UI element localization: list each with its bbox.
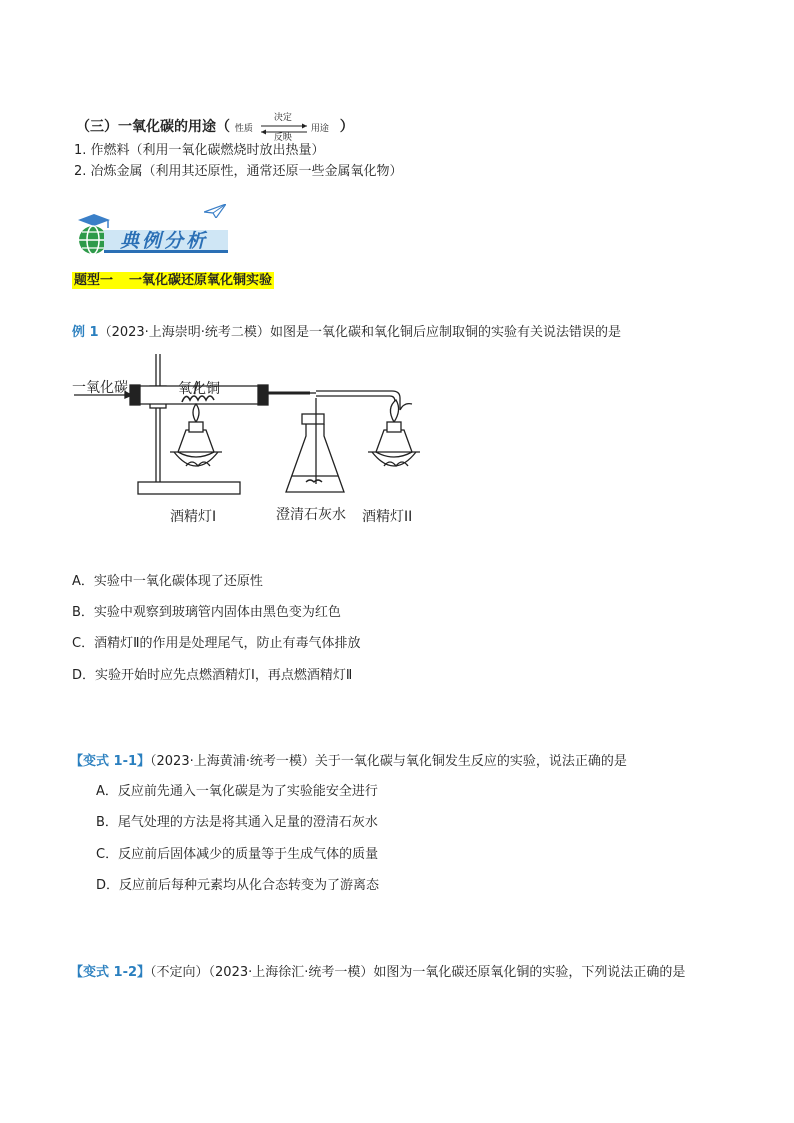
variant-1-1-question: 关于一氧化碳与氧化铜发生反应的实验，说法正确的是 xyxy=(314,754,627,769)
question-type-title: 一氧化碳还原氧化铜实验 xyxy=(115,272,274,289)
use-item-2: 2. 冶炼金属（利用其还原性，通常还原一些金属氧化物） xyxy=(74,164,403,179)
variant-1-1-option-d: D．反应前后每种元素均从化合态转变为了游离态 xyxy=(96,878,380,893)
variant-1-1-option-c: C．反应前后固体减少的质量等于生成气体的质量 xyxy=(96,847,379,862)
question-type-label: 题型一 xyxy=(74,273,114,288)
section-heading xyxy=(76,113,354,143)
banner-title: 典例分析 xyxy=(120,230,209,252)
example-1-stem xyxy=(72,321,621,340)
paper-plane-icon xyxy=(204,204,226,218)
section-heading-suffix: ） xyxy=(339,119,354,135)
use-item-1: 1. 作燃料（利用一氧化碳燃烧时放出热量） xyxy=(74,143,325,158)
variant-1-2-note: （不定向） xyxy=(150,965,209,980)
variant-1-2-question: 如图为一氧化碳还原氧化铜的实验，下列说法正确的是 xyxy=(373,965,686,980)
example-1-option-a: A．实验中一氧化碳体现了还原性 xyxy=(72,574,263,589)
example-1-option-c: C．酒精灯Ⅱ的作用是处理尾气，防止有毒气体排放 xyxy=(72,636,361,651)
variant-1-1-source: （2023·上海黄浦·统考一模） xyxy=(150,754,315,769)
example-1-option-d: D．实验开始时应先点燃酒精灯Ⅰ，再点燃酒精灯Ⅱ xyxy=(72,668,353,683)
diagram-bottom-label: 反映 xyxy=(273,133,292,143)
example-1-source: （2023·上海崇明·统考二模） xyxy=(98,325,270,340)
co-cuo-apparatus-diagram xyxy=(70,352,430,502)
variant-1-1-option-a: A．反应前先通入一氧化碳是为了实验能安全进行 xyxy=(96,784,378,799)
variant-1-2-label: 【变式 1-2】 xyxy=(70,965,151,980)
variant-1-2-source: （2023·上海徐汇·统考一模） xyxy=(208,965,374,980)
question-type-1 xyxy=(72,269,274,288)
lamp-2-label: 酒精灯II xyxy=(362,509,413,525)
property-use-diagram xyxy=(234,113,335,143)
example-1-label: 例 1 xyxy=(72,325,99,340)
diagram-right-label: 用途 xyxy=(310,124,329,134)
diagram-arrows-icon xyxy=(259,123,309,135)
variant-1-1-option-b: B．尾气处理的方法是将其通入足量的澄清石灰水 xyxy=(96,815,378,830)
example-1-question: 如图是一氧化碳和氧化铜后应制取铜的实验有关说法错误的是 xyxy=(269,325,621,340)
variant-1-1-stem xyxy=(70,750,627,769)
example-1-option-b: B．实验中观察到玻璃管内固体由黑色变为红色 xyxy=(72,605,341,620)
apparatus-figure xyxy=(70,352,430,527)
diagram-top-label: 决定 xyxy=(273,113,292,123)
variant-1-2-stem xyxy=(70,961,685,980)
limewater-label: 澄清石灰水 xyxy=(276,507,346,523)
example-banner xyxy=(74,204,234,260)
lamp-1-label: 酒精灯I xyxy=(170,509,217,525)
section-heading-prefix: （三）一氧化碳的用途（ xyxy=(76,119,230,135)
co-label: 一氧化碳 xyxy=(72,380,128,396)
diagram-left-label: 性质 xyxy=(234,124,253,134)
cuo-label: 氧化铜 xyxy=(178,381,220,397)
variant-1-1-label: 【变式 1-1】 xyxy=(70,754,151,769)
